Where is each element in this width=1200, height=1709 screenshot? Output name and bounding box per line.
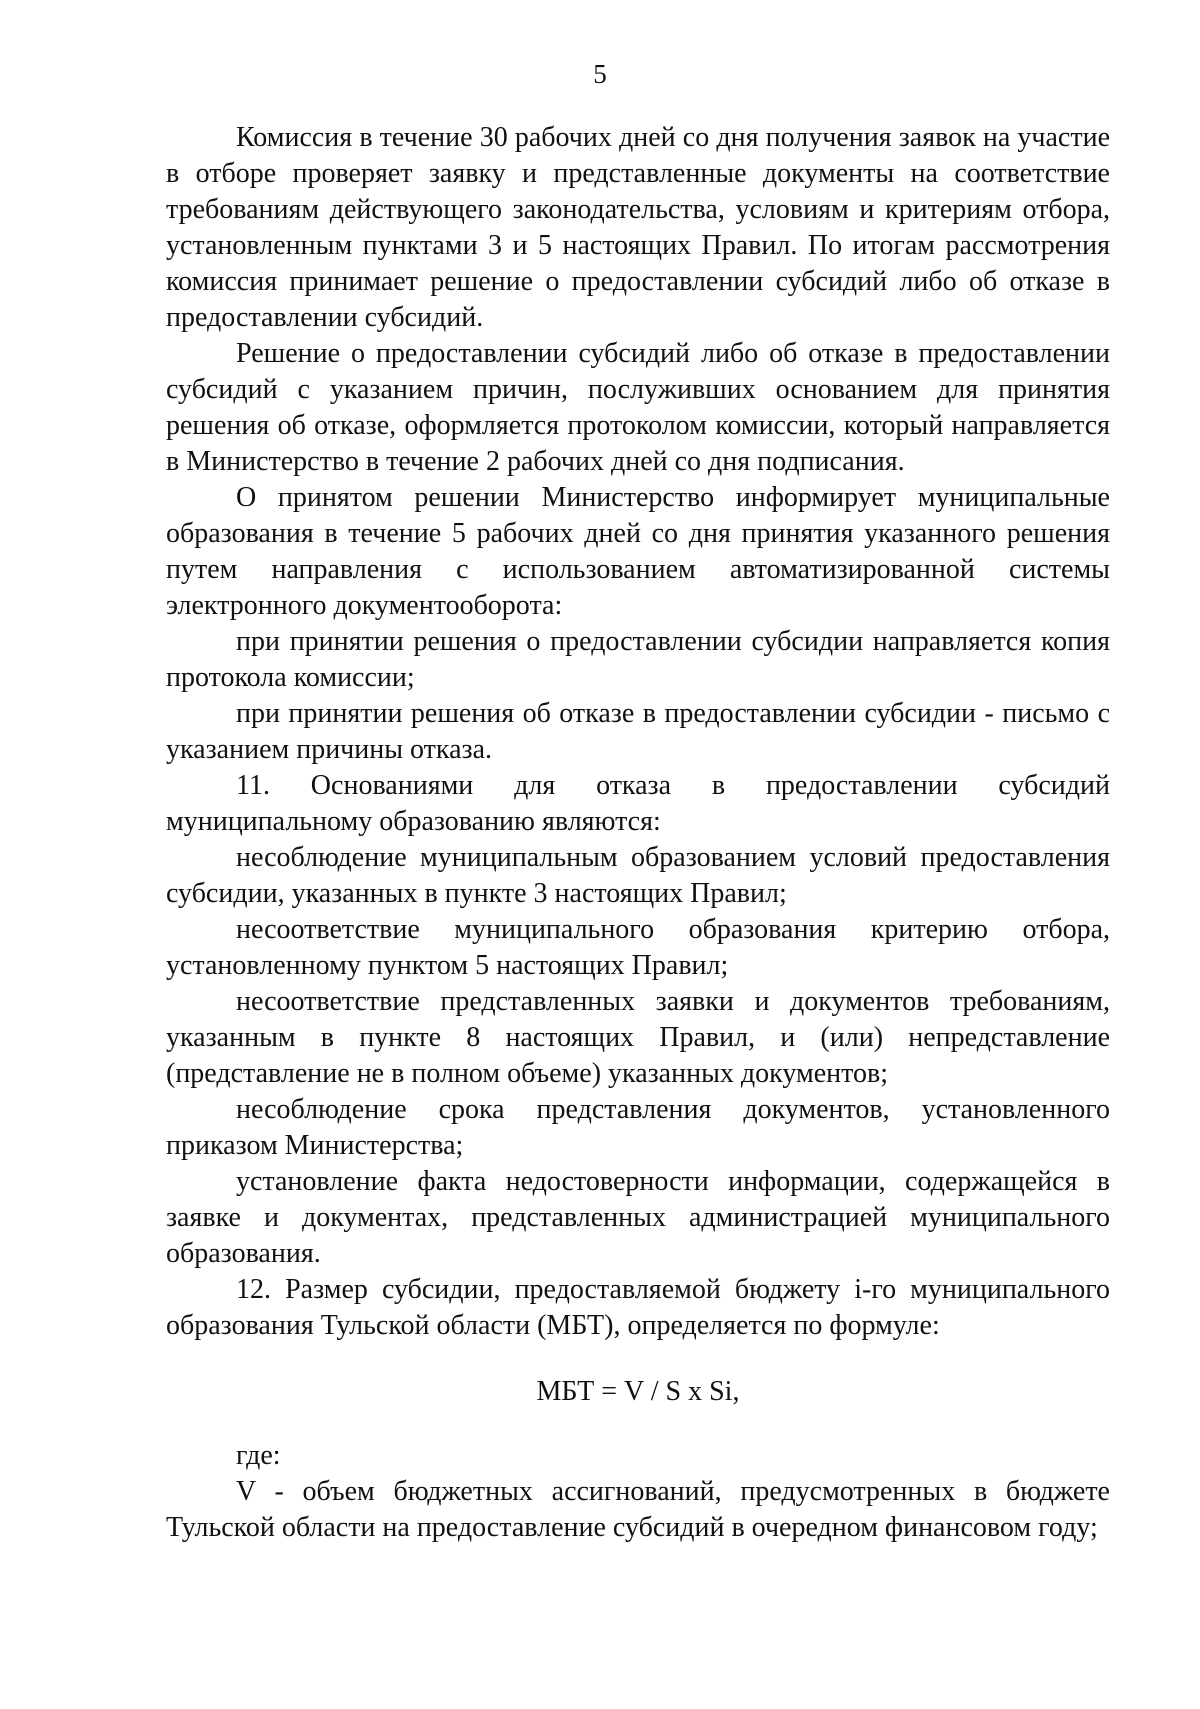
paragraph-item-12: 12. Размер субсидии, предоставляемой бюджету i-го муниципального образования Тульской области (МБТ), определяется по формуле: xyxy=(166,1274,1110,1341)
paragraph-v-definition: V - объем бюджетных ассигнований, предусмотренных в бюджете Тульской области на предоставление субсидий в очередном финансовом году; xyxy=(166,1476,1110,1543)
paragraph-noncompliance-conditions: несоблюдение муниципальным образованием условий предоставления субсидии, указанных в пункте 3 настоящих Правил; xyxy=(166,842,1110,909)
paragraph-decision-protocol: Решение о предоставлении субсидий либо об отказе в предоставлении субсидий с указанием причин, послуживших основанием для принятия решения об отказе, оформляется протоколом комиссии, который направляется в Министерство в течение 2 рабочих дней со дня подписания. xyxy=(166,338,1110,477)
subsidy-formula: МБТ = V / S x Si, xyxy=(536,1376,740,1407)
paragraph-copy-protocol: при принятии решения о предоставлении субсидии направляется копия протокола комиссии; xyxy=(166,626,1110,693)
where-label: где: xyxy=(236,1440,281,1471)
paragraph-deadline-violation: несоблюдение срока представления документов, установленного приказом Министерства; xyxy=(166,1094,1110,1161)
paragraph-ministry-informs: О принятом решении Министерство информирует муниципальные образования в течение 5 рабочих дней со дня принятия указанного решения путем направления с использованием автоматизированной системы электронного документооборота: xyxy=(166,482,1110,621)
paragraph-false-information: установление факта недостоверности информации, содержащейся в заявке и документах, представленных администрацией муниципального образования. xyxy=(166,1166,1110,1269)
paragraph-item-11: 11. Основаниями для отказа в предоставлении субсидий муниципальному образованию являются: xyxy=(166,770,1110,837)
paragraph-mismatch-criterion: несоответствие муниципального образования критерию отбора, установленному пунктом 5 настоящих Правил; xyxy=(166,914,1110,981)
document-body xyxy=(166,120,1110,1546)
paragraph-mismatch-documents: несоответствие представленных заявки и документов требованиям, указанным в пункте 8 настоящих Правил, и (или) непредставление (представление не в полном объеме) указанных документов; xyxy=(166,986,1110,1089)
paragraph-refusal-letter: при принятии решения об отказе в предоставлении субсидии - письмо с указанием причины отказа. xyxy=(166,698,1110,765)
page-number: 5 xyxy=(593,59,607,89)
paragraph-commission-review: Комиссия в течение 30 рабочих дней со дня получения заявок на участие в отборе проверяет заявку и представленные документы на соответствие требованиям действующего законодательства, условиям и критериям отбора, установленным пунктами 3 и 5 настоящих Правил. По итогам рассмотрения комиссия принимает решение о предоставлении субсидий либо об отказе в предоставлении субсидий. xyxy=(166,122,1110,333)
